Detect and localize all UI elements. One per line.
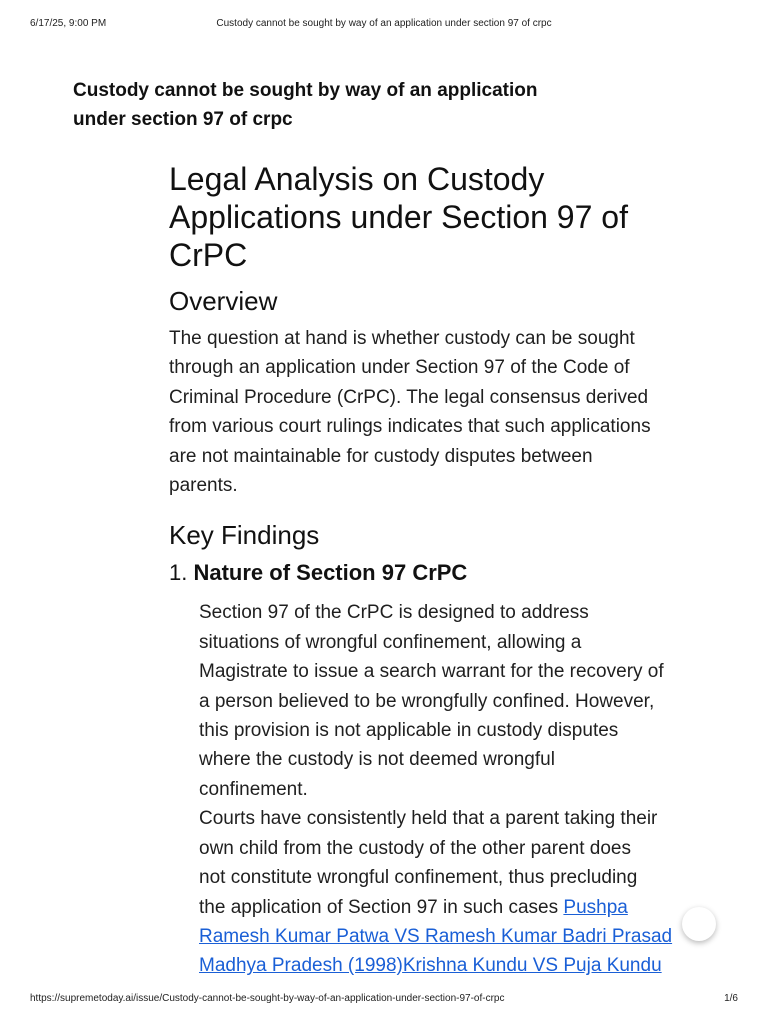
case-link-krishna-kundu[interactable]: Krishna Kundu VS Puja Kundu	[402, 955, 662, 977]
finding-1-body	[199, 598, 699, 980]
main-heading	[169, 160, 709, 274]
print-url: https://supremetoday.ai/issue/Custody-cannot-be-sought-by-way-of-an-application-under-section-97-of-crpc	[30, 993, 505, 1004]
text-line: Courts have consistently held that a parent taking their	[199, 808, 658, 830]
text-line: a person believed to be wrongfully confined. However,	[199, 690, 655, 712]
text-line: parents.	[169, 475, 238, 497]
text-line: this provision is not applicable in custody disputes	[199, 720, 619, 742]
finding-1-heading	[169, 558, 709, 588]
text-line: situations of wrongful confinement, allowing a	[199, 631, 582, 653]
article-content	[169, 160, 709, 981]
text-line: Criminal Procedure (CrPC). The legal consensus derived	[169, 386, 649, 408]
document-title-line: Custody cannot be sought by way of an application	[73, 80, 538, 101]
print-datetime: 6/17/25, 9:00 PM	[30, 18, 107, 29]
finding-title: Nature of Section 97 CrPC	[193, 560, 468, 586]
print-footer	[30, 993, 738, 1007]
overview-paragraph	[169, 324, 709, 500]
floating-action-button[interactable]	[682, 907, 716, 941]
print-header	[30, 18, 738, 32]
main-heading-line: CrPC	[169, 237, 248, 273]
text-line: The question at hand is whether custody can be sought	[169, 328, 635, 349]
page-number: 1/6	[724, 993, 738, 1004]
text-line: confinement.	[199, 778, 308, 800]
print-page-title: Custody cannot be sought by way of an application under section 97 of crpc	[216, 18, 552, 29]
text-line: own child from the custody of the other parent does	[199, 837, 631, 859]
text-line: are not maintainable for custody disputes between	[169, 445, 593, 467]
text-line: Magistrate to issue a search warrant for the recovery of	[199, 661, 664, 683]
text-line: where the custody is not deemed wrongful	[199, 749, 555, 771]
main-heading-line: Legal Analysis on Custody	[169, 161, 545, 197]
text-line: through an application under Section 97 of the Code of	[169, 357, 630, 379]
overview-heading: Overview	[169, 286, 278, 316]
finding-paragraph	[199, 804, 699, 980]
document-title-line: under section 97 of crpc	[73, 109, 293, 130]
text-line: Section 97 of the CrPC is designed to address	[199, 602, 589, 624]
key-findings-heading: Key Findings	[169, 520, 320, 551]
document-title	[73, 76, 593, 134]
text-line: not constitute wrongful confinement, thus precluding	[199, 867, 638, 889]
main-heading-line: Applications under Section 97 of	[169, 199, 628, 235]
finding-number: 1.	[169, 560, 188, 586]
text-line: the application of Section 97 in such cases	[199, 896, 564, 918]
finding-paragraph	[199, 598, 699, 804]
text-line: from various court rulings indicates that such applications	[169, 416, 651, 438]
case-link-pushpa[interactable]: Pushpa Ramesh Kumar Patwa VS Ramesh Kumar Badri Prasad Madhya Pradesh (1998)	[199, 896, 673, 977]
